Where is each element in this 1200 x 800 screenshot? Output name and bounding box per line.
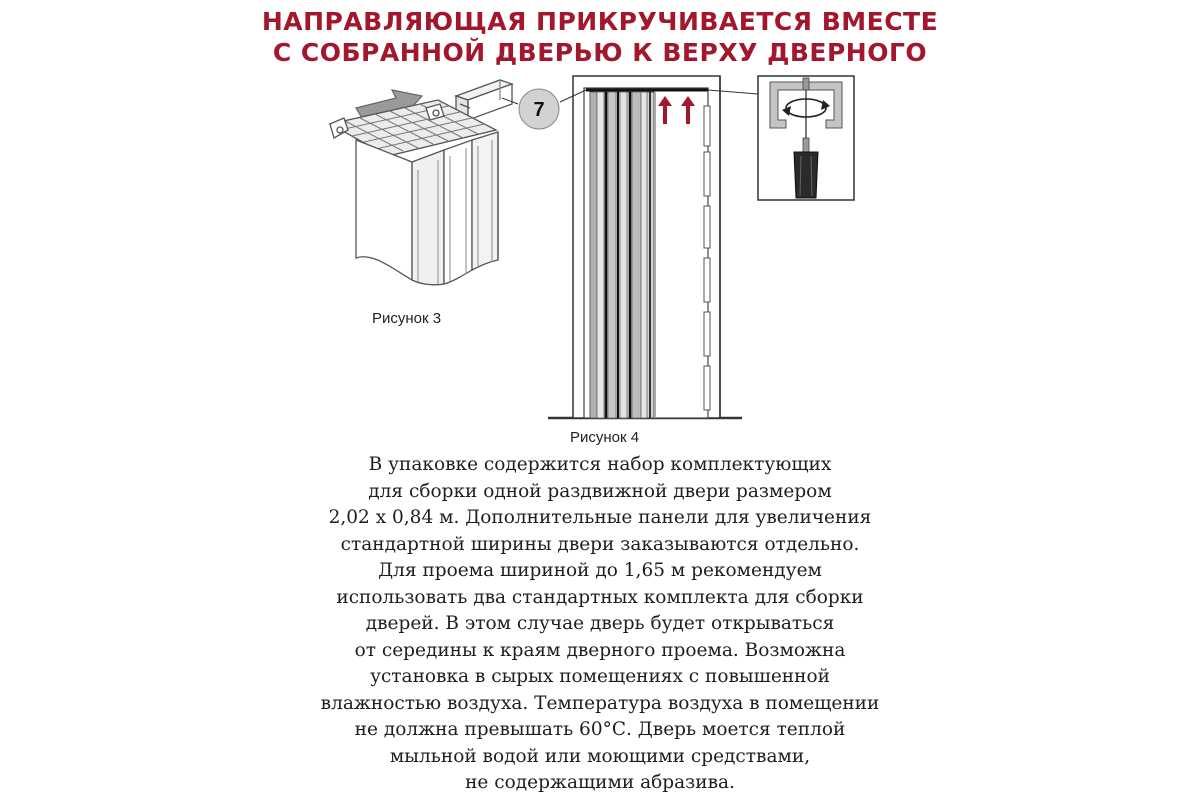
description-line: Для проема шириной до 1,65 м рекомендуем [378, 560, 822, 581]
title-line-1: НАПРАВЛЯЮЩАЯ ПРИКРУЧИВАЕТСЯ ВМЕСТЕ [261, 7, 939, 36]
product-description [0, 452, 1200, 797]
figure-4-caption: Рисунок 4 [570, 429, 640, 446]
detail-inset [758, 76, 854, 200]
description-line: В упаковке содержится набор комплектующих [368, 454, 832, 475]
description-line: не должна превышать 60°С. Дверь моется теплой [354, 719, 846, 740]
description-line: влажностью воздуха. Температура воздуха в помещении [320, 692, 880, 714]
step-number: 7 [533, 99, 545, 121]
description-line: для сборки одной раздвижной двери размером [368, 480, 832, 502]
title-line-2: С СОБРАННОЙ ДВЕРЬЮ К ВЕРХУ ДВЕРНОГО [272, 38, 928, 67]
figure-4-drawing [502, 76, 758, 418]
description-line: дверей. В этом случае дверь будет открываться [365, 613, 835, 634]
description-line: мыльной водой или моющими средствами, [389, 745, 811, 767]
description-line: 2,02 х 0,84 м. Дополнительные панели для увеличения [328, 507, 872, 528]
figure-3-drawing [330, 80, 512, 285]
description-line: от середины к краям дверного проема. Возможна [354, 639, 846, 661]
figure-3-caption: Рисунок 3 [372, 310, 442, 327]
description-line: установка в сырых помещениях с повышенной [370, 666, 830, 687]
description-line: стандартной ширины двери заказываются отдельно. [340, 533, 860, 555]
description-line: не содержащими абразива. [465, 772, 735, 793]
description-line: использовать два стандартных комплекта для сборки [336, 586, 864, 608]
